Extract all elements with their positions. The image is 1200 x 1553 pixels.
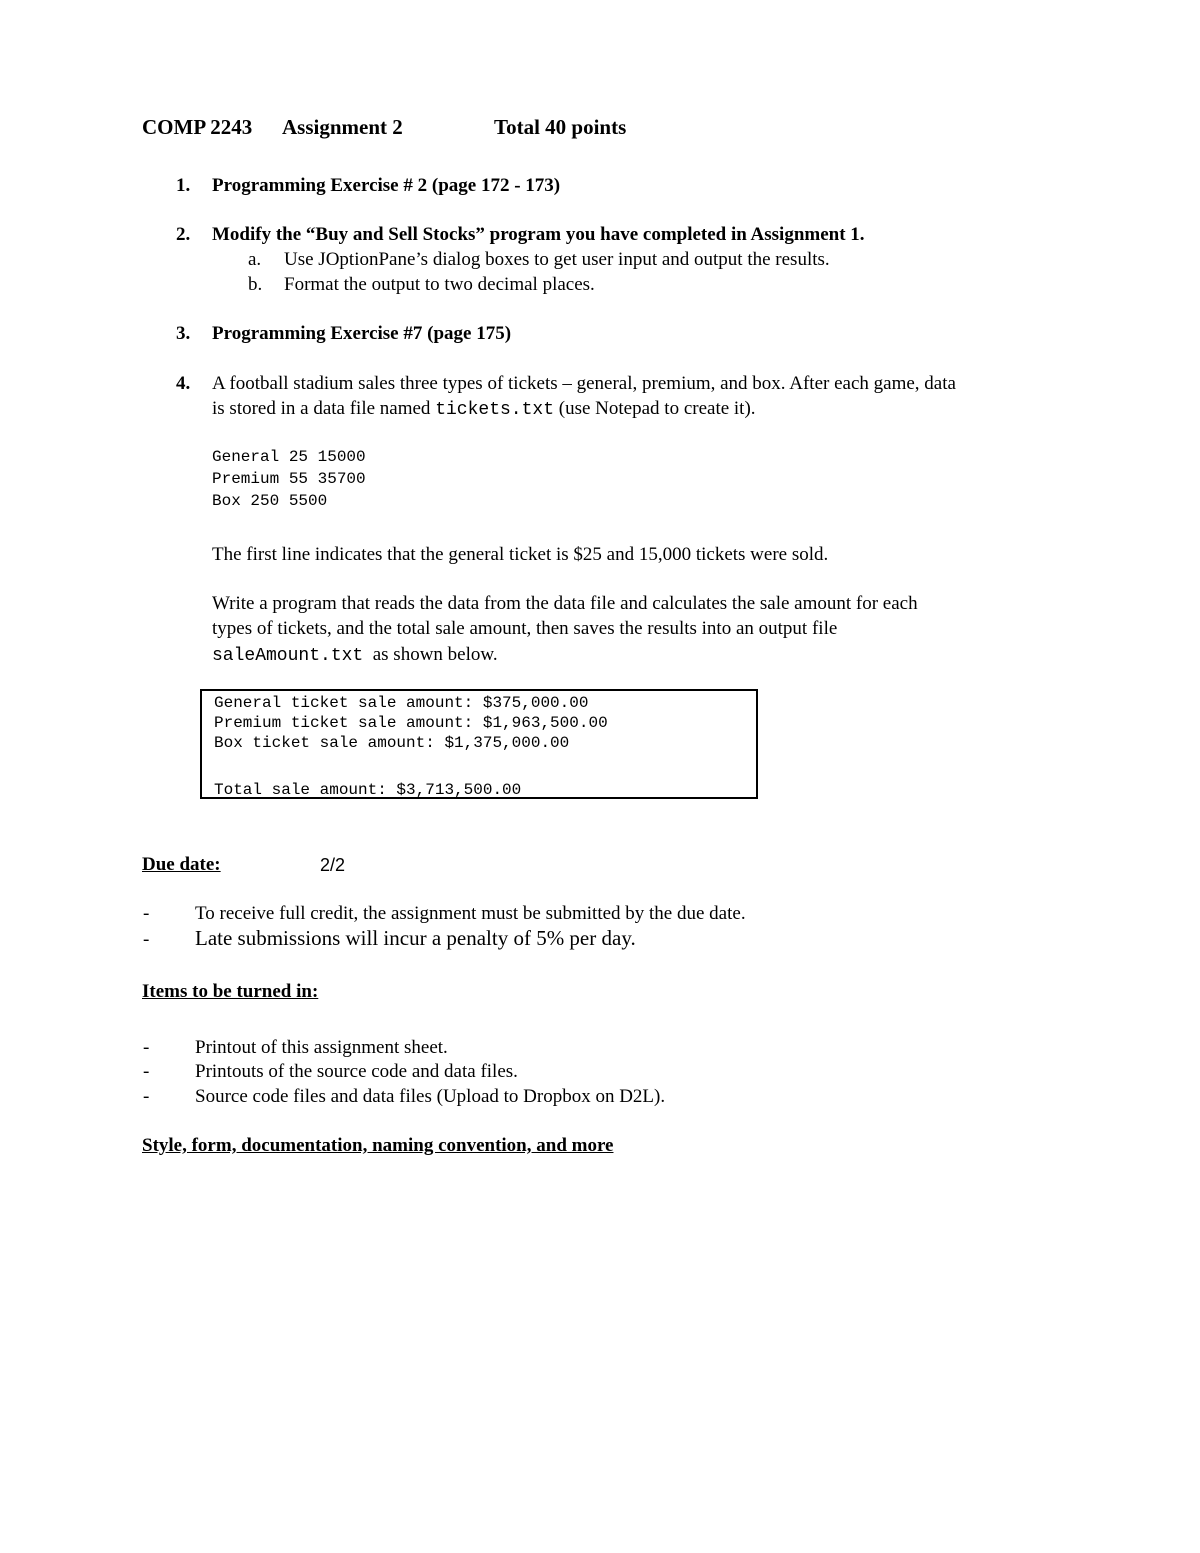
output-line: Box ticket sale amount: $1,375,000.00 (214, 734, 570, 752)
turn-in-item: Printout of this assignment sheet. (195, 1037, 448, 1058)
bullet-dash: - (143, 929, 150, 950)
write-line-3-post: as shown below. (372, 644, 498, 665)
turn-in-heading: Items to be turned in: (142, 981, 319, 1002)
rule-late-penalty: Late submissions will incur a penalty of 5% per day. (195, 926, 636, 950)
write-line-3 (212, 643, 498, 667)
item-1-text: Programming Exercise # 2 (page 172 - 173) (212, 175, 561, 196)
sub-letter: b. (248, 274, 263, 295)
item-4-line-1: A football stadium sales three types of tickets – general, premium, and box. After each game, data (212, 373, 956, 394)
assignment-title: Assignment 2 (282, 115, 403, 139)
due-date-value: 2/2 (320, 855, 346, 875)
item-3-text: Programming Exercise #7 (page 175) (212, 323, 512, 344)
sub-item-b-text: Format the output to two decimal places. (284, 274, 595, 295)
style-heading: Style, form, documentation, naming convention, and more (142, 1135, 614, 1156)
data-file-line: Premium 55 35700 (212, 470, 366, 488)
bullet-dash: - (143, 1061, 150, 1082)
data-file-line: Box 250 5500 (212, 492, 328, 510)
output-line: Premium ticket sale amount: $1,963,500.00 (214, 714, 608, 732)
item-number: 1. (176, 175, 191, 196)
tickets-filename: tickets.txt (435, 400, 555, 420)
write-line-1: Write a program that reads the data from the data file and calculates the sale amount for each (212, 593, 918, 614)
explanation-text: The first line indicates that the general ticket is $25 and 15,000 tickets were sold. (212, 544, 829, 565)
turn-in-item: Source code files and data files (Upload to Dropbox on D2L). (195, 1086, 666, 1107)
turn-in-item: Printouts of the source code and data files. (195, 1061, 518, 1082)
item-number: 4. (176, 373, 191, 394)
output-total-line: Total sale amount: $3,713,500.00 (214, 781, 522, 799)
bullet-dash: - (143, 1037, 150, 1058)
data-file-line: General 25 15000 (212, 448, 366, 466)
bullet-dash: - (143, 1086, 150, 1107)
sub-letter: a. (248, 249, 262, 270)
output-line: General ticket sale amount: $375,000.00 (214, 694, 589, 712)
bullet-dash: - (143, 903, 150, 924)
due-date-label: Due date: (142, 854, 221, 875)
rule-full-credit: To receive full credit, the assignment must be submitted by the due date. (195, 903, 746, 924)
item-number: 2. (176, 224, 191, 245)
output-box (200, 689, 758, 799)
item-4-line-2 (212, 397, 756, 421)
item-4-line-2-post: (use Notepad to create it). (554, 398, 756, 419)
total-points: Total 40 points (494, 115, 627, 139)
item-2-text: Modify the “Buy and Sell Stocks” program you have completed in Assignment 1. (212, 224, 865, 245)
item-4-line-2-pre: is stored in a data file named (212, 398, 436, 419)
write-line-2: types of tickets, and the total sale amount, then saves the results into an output file (212, 618, 838, 639)
sub-item-a-text: Use JOptionPane’s dialog boxes to get user input and output the results. (284, 249, 830, 270)
course-code: COMP 2243 (142, 115, 253, 139)
item-number: 3. (176, 323, 191, 344)
output-filename: saleAmount.txt (212, 646, 364, 666)
